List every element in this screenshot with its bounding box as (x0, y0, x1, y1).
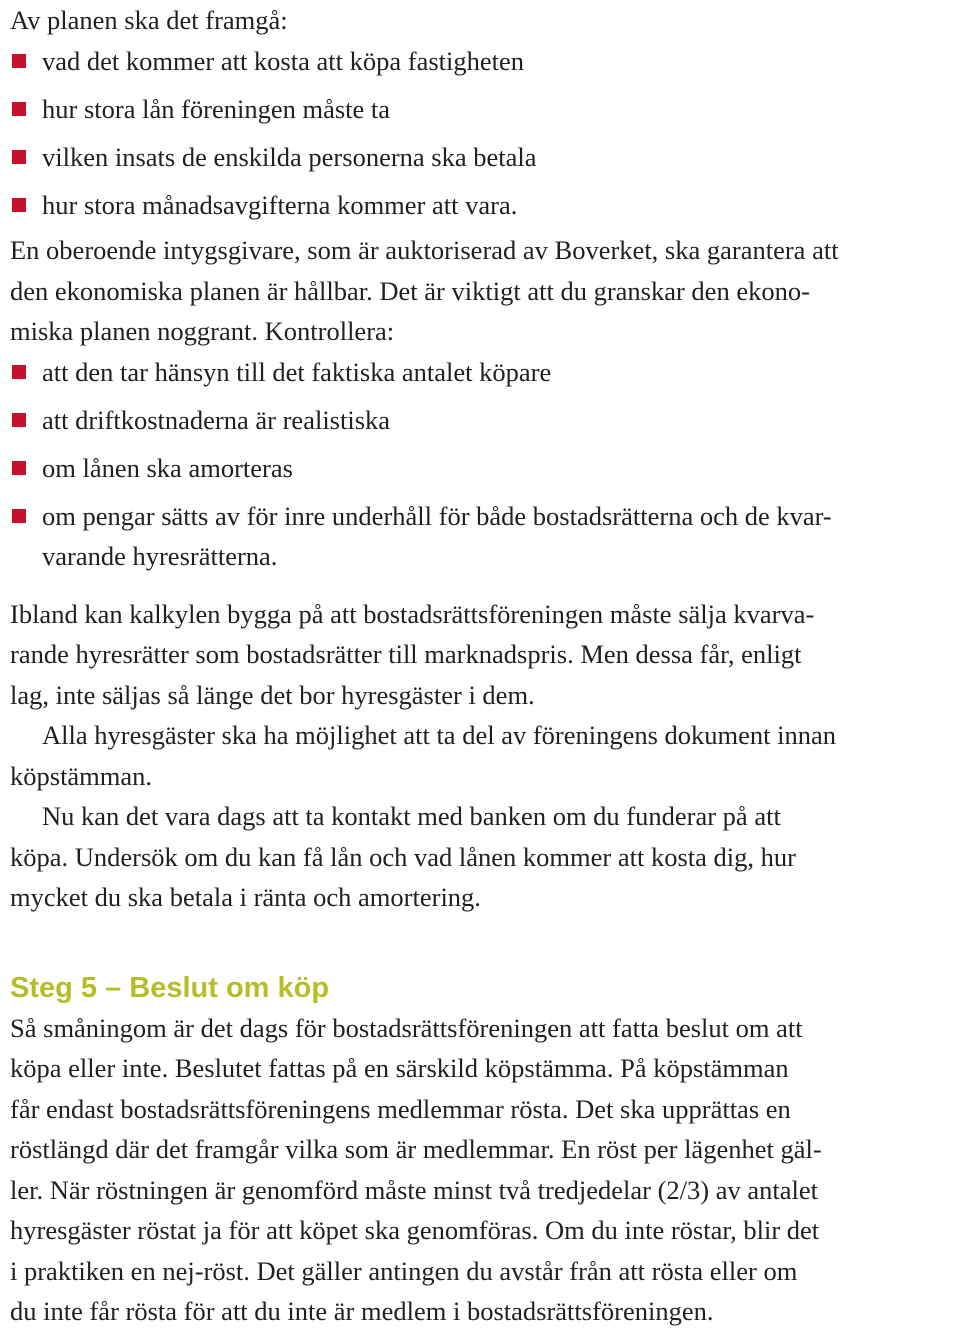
square-bullet-icon (12, 198, 26, 212)
document-page (10, 0, 955, 1332)
paragraph-line: du inte får rösta för att du inte är medlem i bostadsrättsföreningen. (10, 1296, 714, 1326)
paragraph-line: köpa eller inte. Beslutet fattas på en särskild köpstämma. På köpstämman (10, 1053, 789, 1083)
list-item-text: vad det kommer att kosta att köpa fastigheten (42, 45, 525, 76)
list-item (10, 448, 955, 489)
paragraph-line: köpstämman. (10, 760, 153, 791)
list-item (10, 89, 955, 130)
paragraph-kalkyl (10, 594, 955, 716)
list-item-text: att den tar hänsyn till det faktiska antalet köpare (42, 356, 552, 387)
paragraph-banken (10, 796, 955, 918)
paragraph-line: Så småningom är det dags för bostadsrättsföreningen att fatta beslut om att (10, 1012, 803, 1043)
intro-line: Av planen ska det framgå: (10, 5, 288, 35)
list-item (10, 185, 955, 226)
list-item-text: om lånen ska amorteras (42, 452, 293, 483)
paragraph-line: den ekonomiska planen är hållbar. Det är viktigt att du granskar den ekono- (10, 275, 810, 306)
square-bullet-icon (12, 150, 26, 164)
paragraph-line: En oberoende intygsgivare, som är auktoriserad av Boverket, ska garantera att (10, 235, 839, 265)
list-item-text: vilken insats de enskilda personerna ska betala (42, 141, 537, 172)
check-list (10, 352, 955, 577)
paragraph-line: rande hyresrätter som bostadsrätter till marknadspris. Men dessa får, enligt (10, 639, 802, 669)
paragraph-intygsgivare (10, 230, 955, 352)
list-item (10, 137, 955, 178)
paragraph-line: hyresgäster röstat ja för att köpet ska genomföras. Om du inte röstar, blir det (10, 1215, 820, 1245)
paragraph-line: köpa. Undersök om du kan få lån och vad lånen kommer att kosta dig, hur (10, 841, 796, 872)
list-item (10, 400, 955, 441)
paragraph-line: mycket du ska betala i ränta och amortering. (10, 882, 481, 912)
list-item (10, 41, 955, 82)
list-item-text: om pengar sätts av för inre underhåll för både bostadsrätterna och de kvar- (42, 500, 832, 531)
square-bullet-icon (12, 461, 26, 475)
list-item-text: varande hyresrätterna. (42, 541, 278, 571)
list-item-text: att driftkostnaderna är realistiska (42, 404, 391, 435)
square-bullet-icon (12, 102, 26, 116)
list-item (10, 496, 955, 577)
paragraph-dokument (10, 715, 955, 796)
paragraph-line: miska planen noggrant. Kontrollera: (10, 316, 395, 346)
square-bullet-icon (12, 413, 26, 427)
list-item (10, 352, 955, 393)
paragraph-line: får endast bostadsrättsföreningens medlemmar rösta. Det ska upprättas en (10, 1093, 791, 1124)
list-item-text: hur stora månadsavgifterna kommer att vara. (42, 189, 518, 220)
square-bullet-icon (12, 54, 26, 68)
paragraph-line: lag, inte säljas så länge det bor hyresgäster i dem. (10, 679, 535, 710)
paragraph-line: Alla hyresgäster ska ha möjlighet att ta del av föreningens dokument innan (42, 720, 837, 750)
paragraph-line: Ibland kan kalkylen bygga på att bostadsrättsföreningen måste sälja kvarva- (10, 598, 815, 629)
square-bullet-icon (12, 365, 26, 379)
section-heading: Steg 5 – Beslut om köp (10, 971, 330, 1004)
cost-list (10, 41, 955, 226)
paragraph-line: Nu kan det vara dags att ta kontakt med banken om du funderar på att (42, 801, 781, 831)
square-bullet-icon (12, 509, 26, 523)
paragraph-line: i praktiken en nej-röst. Det gäller antingen du avstår från att rösta eller om (10, 1255, 798, 1286)
paragraph-beslut (10, 1008, 955, 1332)
paragraph-line: ler. När röstningen är genomförd måste minst två tredjedelar (2/3) av antalet (10, 1174, 818, 1205)
list-item-text: hur stora lån föreningen måste ta (42, 93, 391, 124)
paragraph-line: röstlängd där det framgår vilka som är medlemmar. En röst per lägenhet gäl- (10, 1134, 822, 1164)
